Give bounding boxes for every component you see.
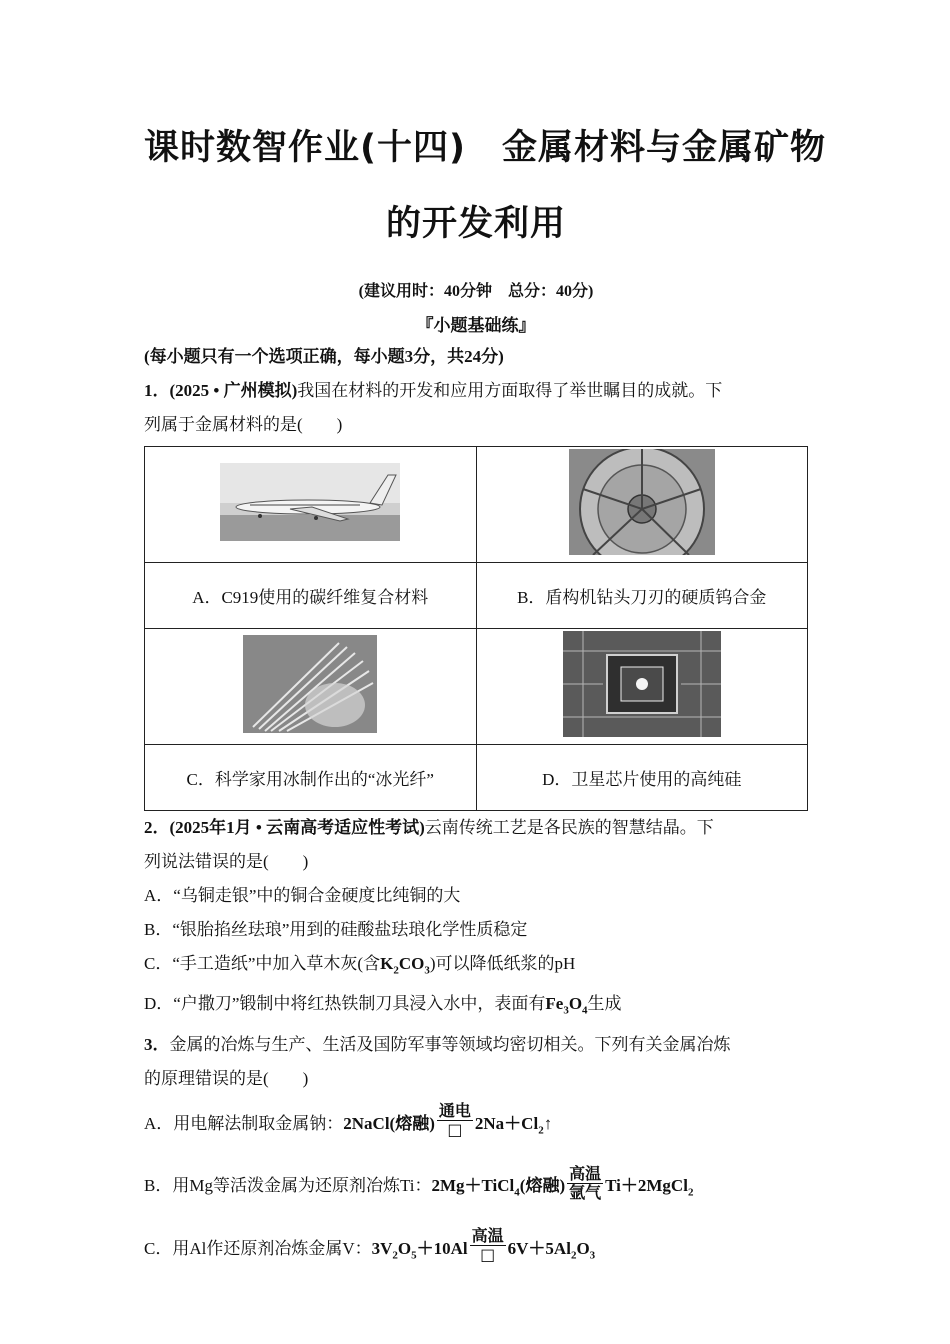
ice-fiber-photo: [243, 635, 377, 733]
option-text: 生成: [587, 994, 622, 1014]
question-2-stem: [144, 811, 808, 845]
question-1-stem-cont: 列属于金属材料的是( ): [144, 415, 343, 434]
option-text: D．“户撒刀”锻制中将红热铁制刀具浸入水中，表面有: [144, 994, 546, 1014]
question-2-option-a[interactable]: A．“乌铜走银”中的铜合金硬度比纯铜的大: [144, 886, 461, 905]
option-text: B．用Mg等活泼金属为还原剂冶炼Ti：: [144, 1176, 432, 1196]
question-2-option-b[interactable]: B．“银胎掐丝珐琅”用到的硅酸盐珐琅化学性质稳定: [144, 920, 528, 939]
question-3-option-a[interactable]: [144, 1096, 808, 1158]
question-3-option-c[interactable]: [144, 1221, 808, 1283]
tunnel-boring-machine-photo: [569, 449, 715, 555]
option-d-cell[interactable]: [476, 745, 808, 811]
question-3-option-b[interactable]: [144, 1158, 808, 1220]
option-c-label: C．科学家用冰制作出的“冰光纤”: [186, 770, 434, 789]
option-d-label: D．卫星芯片使用的高纯硅: [542, 770, 742, 789]
instructions: (每小题只有一个选项正确，每小题3分，共24分): [144, 347, 504, 366]
reaction-equation: 2Mg＋TiCl$_4$(熔融) $\frac{\text{高温}}{\text{氩气}}$ Ti＋2MgCl$_2$: [431, 1163, 694, 1202]
question-text: 我国在材料的开发和应用方面取得了举世瞩目的成就。下: [297, 381, 723, 400]
title-line-2: 的开发利用: [385, 204, 566, 244]
reaction-condition: $\frac{\text{高温}}{□}$: [471, 1226, 504, 1265]
question-1-options-table: [144, 446, 808, 811]
option-text: )可以降低纸浆的pH: [429, 954, 576, 973]
time-info: (建议用时：40分钟 总分：40分): [358, 283, 594, 300]
question-2-stem-cont: 列说法错误的是( ): [144, 852, 309, 871]
question-3-stem: [144, 1028, 808, 1062]
question-number: 3．: [144, 1034, 170, 1054]
document-page: [144, 0, 826, 1283]
reaction-equation: 2NaCl(熔融) $\frac{\text{通电}}{□}$ $2Na+Cl_2↑$: [343, 1101, 553, 1140]
question-1-stem: [144, 374, 808, 408]
section-heading: 『小题基础练』: [416, 316, 536, 336]
option-b-cell[interactable]: [476, 563, 808, 629]
option-text: C．“手工造纸”中加入草木灰(含: [144, 954, 381, 973]
question-source: (2025 • 广州模拟): [169, 381, 298, 400]
formula: $K_2CO_3$: [380, 954, 430, 977]
airplane-photo: [220, 463, 400, 541]
option-a-image-cell: [145, 447, 477, 563]
title-line-1: 课时数智作业(十四) 金属材料与金属矿物: [144, 128, 826, 168]
question-3-stem-cont: 的原理错误的是( ): [144, 1068, 309, 1088]
chip-photo: [563, 631, 721, 737]
question-source: (2025年1月 • 云南高考适应性考试): [169, 818, 425, 837]
option-a-label: A．C919使用的碳纤维复合材料: [192, 588, 429, 607]
option-d-image-cell: [476, 629, 808, 745]
reaction-equation: $3V_2O_5+10Al$ $\frac{\text{高温}}{□}$ $6V+5Al_2O_3$: [371, 1226, 596, 1265]
question-text: 云南传统工艺是各民族的智慧结晶。下: [424, 818, 714, 837]
question-number: 2．: [144, 818, 170, 837]
option-b-label: B．盾构机钻头刀刃的硬质钨合金: [517, 588, 767, 607]
option-text: C．用Al作还原剂冶炼金属V：: [144, 1238, 372, 1258]
formula: $Fe_3O_4$: [545, 994, 588, 1017]
question-number: 1．: [144, 381, 170, 400]
page-title: [144, 110, 826, 262]
option-a-cell[interactable]: [145, 563, 477, 629]
question-2-option-c[interactable]: [144, 947, 808, 987]
option-b-image-cell: [476, 447, 808, 563]
reaction-condition: $\frac{\text{高温}}{\text{氩气}}$: [569, 1163, 602, 1202]
option-c-cell[interactable]: [145, 745, 477, 811]
option-c-image-cell: [145, 629, 477, 745]
option-text: A．用电解法制取金属钠：: [144, 1113, 344, 1133]
question-text: 金属的冶炼与生产、生活及国防军事等领域均密切相关。下列有关金属冶炼: [169, 1034, 731, 1054]
question-2-option-d[interactable]: [144, 987, 808, 1027]
reaction-condition: $\frac{\text{通电}}{□}$: [438, 1101, 471, 1140]
